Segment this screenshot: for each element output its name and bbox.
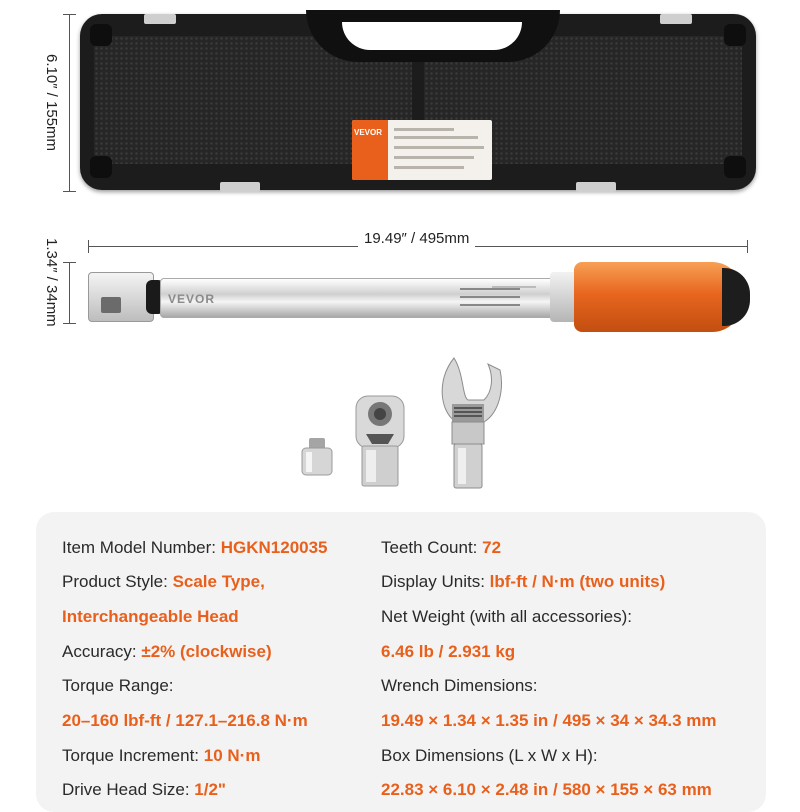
wrench-length-label: 19.49″ / 495mm <box>358 230 475 247</box>
wrench-drive-square <box>101 297 121 313</box>
case-label-text-line <box>394 136 478 139</box>
spec-torque-increment <box>62 746 260 766</box>
wrench-end-cap <box>722 268 750 326</box>
ratchet-head <box>354 388 406 488</box>
wrench-brand: VEVOR <box>168 292 216 306</box>
case-height-label: 6.10″ / 155mm <box>43 54 60 152</box>
case-height-dimension-line <box>69 14 70 192</box>
spec-drive-head <box>62 780 226 800</box>
spec-torque-range-label <box>62 676 174 696</box>
spec-wrench-dimensions-value <box>381 711 717 731</box>
spec-label: Display Units: <box>381 572 490 591</box>
socket-adapter <box>300 438 334 476</box>
spec-value: 19.49 × 1.34 × 1.35 in / 495 × 34 × 34.3 mm <box>381 711 717 730</box>
wrench-scale-mark <box>460 296 520 298</box>
spec-label: Drive Head Size: <box>62 780 195 799</box>
spec-value: 10 N·m <box>203 746 261 765</box>
carrying-case <box>80 14 756 190</box>
wrench-scale-mark <box>492 286 536 288</box>
spec-net-weight-label <box>381 607 632 627</box>
spec-value: 20–160 lbf-ft / 127.1–216.8 N·m <box>62 711 308 730</box>
spec-wrench-dimensions-label <box>381 676 538 696</box>
spec-value: 72 <box>482 538 502 557</box>
wrench-shaft <box>160 278 562 318</box>
case-latch <box>576 182 616 192</box>
wrench-head <box>88 272 154 322</box>
wrench-height-cap-top <box>63 262 76 263</box>
spec-value: 22.83 × 6.10 × 2.48 in / 580 × 155 × 63 mm <box>381 780 712 799</box>
spec-value: lbf-ft / N·m (two units) <box>489 572 666 591</box>
case-corner <box>724 24 746 46</box>
spec-box-dimensions-label <box>381 746 598 766</box>
spec-label: Item Model Number: <box>62 538 221 557</box>
case-label-text-line <box>394 156 474 159</box>
wrench-handle-grip <box>574 262 742 332</box>
spec-label: Box Dimensions (L x W x H): <box>381 746 598 765</box>
adjustable-wrench-head <box>432 356 504 490</box>
specifications-panel <box>36 512 766 812</box>
spec-torque-range-value <box>62 711 308 731</box>
case-latch <box>660 14 692 24</box>
spec-display-units <box>381 572 665 592</box>
case-latch <box>144 14 176 24</box>
wrench-length-cap-left <box>88 240 89 253</box>
spec-product-style <box>62 572 265 592</box>
case-height-cap-top <box>63 14 76 15</box>
spec-label: Product Style: <box>62 572 173 591</box>
torque-wrench <box>88 262 754 334</box>
case-label-text-line <box>394 128 454 131</box>
wrench-scale-mark <box>460 304 520 306</box>
spec-value: 6.46 lb / 2.931 kg <box>381 642 516 661</box>
wrench-height-cap-bottom <box>63 323 76 324</box>
case-label-text-line <box>394 166 464 169</box>
spec-value: Scale Type, <box>172 572 265 591</box>
case-corner <box>90 156 112 178</box>
spec-accuracy <box>62 642 272 662</box>
spec-label: Torque Range: <box>62 676 174 695</box>
case-height-cap-bottom <box>63 191 76 192</box>
spec-item-model <box>62 538 328 558</box>
spec-product-style-continued <box>62 607 239 627</box>
spec-label: Wrench Dimensions: <box>381 676 538 695</box>
case-corner <box>724 156 746 178</box>
spec-value: 1/2" <box>194 780 226 799</box>
spec-value: Interchangeable Head <box>62 607 239 626</box>
spec-label: Torque Increment: <box>62 746 204 765</box>
case-handle-grip <box>342 22 522 50</box>
spec-value: HGKN120035 <box>220 538 328 557</box>
spec-label: Net Weight (with all accessories): <box>381 607 632 626</box>
case-corner <box>90 24 112 46</box>
wrench-length-cap-right <box>747 240 748 253</box>
wrench-height-label: 1.34″ / 34mm <box>43 238 60 327</box>
spec-teeth-count <box>381 538 501 558</box>
wrench-scale-mark <box>460 288 520 290</box>
spec-net-weight-value <box>381 642 515 662</box>
spec-box-dimensions-value <box>381 780 712 800</box>
case-label-brand: VEVOR <box>354 128 383 137</box>
case-product-label <box>352 120 492 180</box>
case-label-text-line <box>394 146 484 149</box>
wrench-height-dimension-line <box>69 262 70 324</box>
spec-label: Accuracy: <box>62 642 142 661</box>
spec-value: ±2% (clockwise) <box>141 642 272 661</box>
spec-label: Teeth Count: <box>381 538 483 557</box>
case-latch <box>220 182 260 192</box>
